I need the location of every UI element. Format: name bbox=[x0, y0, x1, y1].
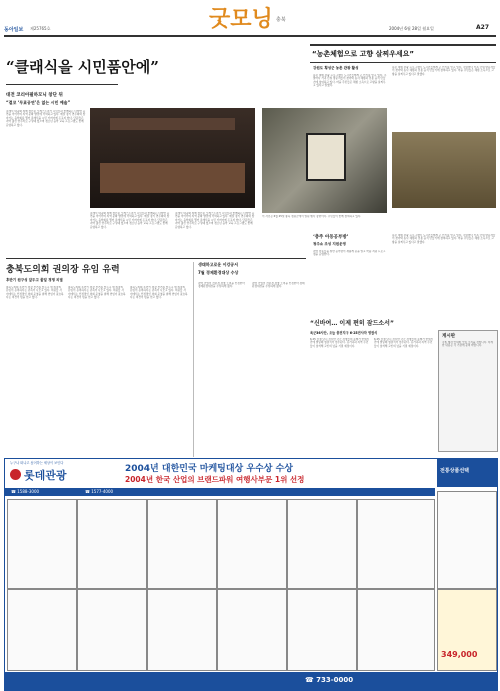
ad-side-badge bbox=[437, 459, 497, 487]
ad-tour-cell[interactable] bbox=[217, 499, 287, 589]
council-body-col1: 충북도의회 후반기 의장 선거를 앞두고 현 의장의 유임이 유력하다는 관측이 나오고 있다. 의원들 사이에서는 안정적인 의회 운영을 위해 연임이 필요하다는 의견이 힘을 얻고 있다. bbox=[6, 286, 64, 300]
ad-award-2: 2004년 한국 산업의 브랜드파워 여행사부문 1위 선정 bbox=[125, 475, 305, 484]
ad-brand-logo bbox=[10, 466, 74, 484]
ad-tour-cell[interactable] bbox=[147, 499, 217, 589]
small-body-2: 지역 기업이 친환경 경영 노력을 인정받아 경제환경대상을 수상하게 됐다. bbox=[252, 282, 305, 289]
main-subhead: 대전 코리아필하모닉 창단 뒤 bbox=[6, 93, 63, 98]
ad-bottom-phone: ☎ 733-0000 bbox=[305, 676, 354, 684]
feature-body-col1: 6·25 전쟁 당시 전사한 국군 장병들의 유해가 반세기 만에 발굴돼 영결식이 엄수된다. 유가족과 지역 주민들이 참석해 고인의 넋을 기릴 예정이다. bbox=[310, 338, 370, 348]
paper-name: 동아일보 bbox=[4, 27, 24, 33]
ad-phone-1: ☎ 1588-3000 bbox=[11, 489, 40, 494]
council-body-col3: 충북도의회 후반기 의장 선거를 앞두고 현 의장의 유임이 유력하다는 관측이 나오고 있다. 의원들 사이에서는 안정적인 의회 운영을 위해 연임이 필요하다는 의견이 힘을 얻고 있다. bbox=[130, 286, 188, 300]
ad-brand: 롯데관광 bbox=[24, 469, 67, 482]
ad-phone-bar bbox=[5, 488, 435, 496]
right-headline-box bbox=[310, 44, 496, 63]
ad-tour-cell[interactable] bbox=[287, 589, 357, 671]
page-number: A27 bbox=[476, 24, 489, 31]
ad-price-cell[interactable] bbox=[437, 589, 497, 671]
ad-tour-cell[interactable] bbox=[217, 589, 287, 671]
notice-subhead: 청주쇼 조성 지원운영 bbox=[313, 242, 346, 246]
right-subhead: 강원도 횡성군 농촌 관광 활성 bbox=[313, 66, 359, 70]
ad-tour-cell[interactable] bbox=[437, 491, 497, 589]
date: 2004년 6월 28일 월요일 bbox=[389, 26, 434, 31]
council-body-col2: 충북도의회 후반기 의장 선거를 앞두고 현 의장의 유임이 유력하다는 관측이 나오고 있다. 의원들 사이에서는 안정적인 의회 운영을 위해 연임이 필요하다는 의견이 힘을 얻고 있다. bbox=[68, 286, 126, 300]
section-logo: 굿모닝 bbox=[209, 6, 273, 32]
feature-body-col2: 6·25 전쟁 당시 전사한 국군 장병들의 유해가 반세기 만에 발굴돼 영결식이 엄수된다. 유가족과 지역 주민들이 참석해 고인의 넋을 기릴 예정이다. bbox=[374, 338, 434, 348]
ad-badge-text: 전통상품선택 bbox=[440, 468, 469, 474]
ad-tour-cell[interactable] bbox=[7, 589, 77, 671]
stage-lights bbox=[110, 118, 235, 130]
ad-footer-bar bbox=[5, 672, 497, 690]
masthead bbox=[4, 2, 496, 36]
small-headline: 생태하고로운 이강공서 bbox=[198, 262, 239, 267]
ad-tour-cell[interactable] bbox=[77, 499, 147, 589]
board-box bbox=[438, 330, 498, 452]
council-subhead: 후반기 원구성 앞두고 물밑 경쟁 치열 bbox=[6, 278, 63, 282]
ad-header bbox=[5, 459, 435, 487]
board-body: 각종 행사 안내와 모임 소식을 전합니다. 자세한 내용은 각 기관에 문의 바랍니다. bbox=[442, 341, 493, 348]
memorial-photo-caption: 이 사진은 6월 25일 충북 청원군에서 열린 행사 장면이다. 주민들이 함께 참여하고 있다. bbox=[262, 215, 362, 218]
ad-phone-2: ☎ 1577-4000 bbox=[85, 489, 114, 494]
main-photo bbox=[90, 108, 255, 208]
section-sub: 충북 bbox=[276, 17, 286, 23]
main-body-col2: 클래식 대중화 위해 창단된 오케스트라가 시민들과 함께하는 다양한 공연을 이어가며 지역 문화 발전에 기여하고 있다. 매달 정기 연주회와 찾아가는 음악회를 열어 클래식을 시민 가까이에 두고자 한다. 단원들은 지역 출신 연주자로 구성돼 있으며 청소년 음악 교육 프로그램도 함께 운영하고 있다. bbox=[90, 212, 170, 229]
ad-tour-cell[interactable] bbox=[77, 589, 147, 671]
orchestra-stage bbox=[100, 163, 245, 193]
board-title: 게시판 bbox=[442, 334, 456, 339]
ad-tour-cell[interactable] bbox=[357, 499, 435, 589]
notice-headline: ‘충주 아동공부방’ bbox=[313, 235, 349, 240]
small-body: 지역 기업이 친환경 경영 노력을 인정받아 경제환경대상을 수상하게 됐다. bbox=[198, 282, 245, 289]
ad-banner bbox=[4, 458, 498, 691]
ad-price: 349,000 bbox=[441, 650, 478, 659]
main-headline-rule bbox=[6, 84, 118, 85]
farm-photo bbox=[392, 132, 496, 208]
main-subhead2: “결코 ‘무료공연’은 없는 시민 예술” bbox=[6, 100, 71, 105]
right-headline: “농촌체험으로 고향 살찌우세요” bbox=[312, 50, 414, 58]
issue-number: 제25765호 bbox=[30, 26, 51, 31]
small-subhead: 7월 경제환경대상 수상 bbox=[198, 270, 239, 275]
ad-tour-cell[interactable] bbox=[287, 499, 357, 589]
main-body-col3: 클래식 대중화 위해 창단된 오케스트라가 시민들과 함께하는 다양한 공연을 이어가며 지역 문화 발전에 기여하고 있다. 매달 정기 연주회와 찾아가는 음악회를 열어 클래식을 시민 가까이에 두고자 한다. 단원들은 지역 출신 연주자로 구성돼 있으며 청소년 음악 교육 프로그램도 함께 운영하고 있다. bbox=[175, 212, 255, 229]
small-story-divider bbox=[193, 262, 194, 457]
main-body-col1: 클래식 대중화 위해 창단된 오케스트라가 시민들과 함께하는 다양한 공연을 이어가며 지역 문화 발전에 기여하고 있다. 매달 정기 연주회와 찾아가는 음악회를 열어 클래식을 시민 가까이에 두고자 한다. 단원들은 지역 출신 연주자로 구성돼 있으며 청소년 음악 교육 프로그램도 함께 운영하고 있다. bbox=[6, 110, 86, 127]
feature-headline: “신바여… 이제 편히 잠드소서” bbox=[310, 320, 394, 327]
right-body-col3: 농촌 체험 관광 프로그램이 도시민들에게 큰 인기를 얻고 있다. 주말마다 가족 단위 방문객들이 찾아와 농사 체험과 전통 음식 만들기에 참여하고 있다. 마을 주민들은 체험 소득으로 고향을 살찌우고 있다고 말했다. bbox=[392, 234, 496, 244]
ad-tour-cell[interactable] bbox=[7, 499, 77, 589]
feature-subhead: 육군36사단, 오늘 충전지구 6·25전사자 영결식 bbox=[310, 331, 378, 335]
ad-slogan: 누구나 떠나고 싶어하는 세상이 보인다 bbox=[10, 461, 64, 465]
brand-mark-icon bbox=[10, 469, 21, 480]
right-body-col1: 농촌 체험 관광 프로그램이 도시민들에게 큰 인기를 얻고 있다. 주말마다 가족 단위 방문객들이 찾아와 농사 체험과 전통 음식 만들기에 참여하고 있다. 마을 주민들은 체험 소득으로 고향을 살찌우고 있다고 말했다. bbox=[313, 74, 387, 88]
main-headline: “클래식을 시민품안에” bbox=[6, 58, 159, 76]
ad-award-1: 2004년 대한민국 마케팅대상 우수상 수상 bbox=[125, 464, 293, 474]
council-rule bbox=[6, 258, 306, 259]
masthead-rule bbox=[4, 35, 496, 37]
notice-body: 지역 아동들을 위한 공부방이 새롭게 문을 열고 학습 지원 프로그램을 운영한다. bbox=[313, 250, 386, 257]
ad-tour-cell[interactable] bbox=[357, 589, 435, 671]
ad-tour-cell[interactable] bbox=[147, 589, 217, 671]
council-headline: 충북도의회 권의장 유임 유력 bbox=[6, 265, 120, 275]
right-body-col2: 농촌 체험 관광 프로그램이 도시민들에게 큰 인기를 얻고 있다. 주말마다 가족 단위 방문객들이 찾아와 농사 체험과 전통 음식 만들기에 참여하고 있다. 마을 주민들은 체험 소득으로 고향을 살찌우고 있다고 말했다. bbox=[392, 66, 496, 76]
